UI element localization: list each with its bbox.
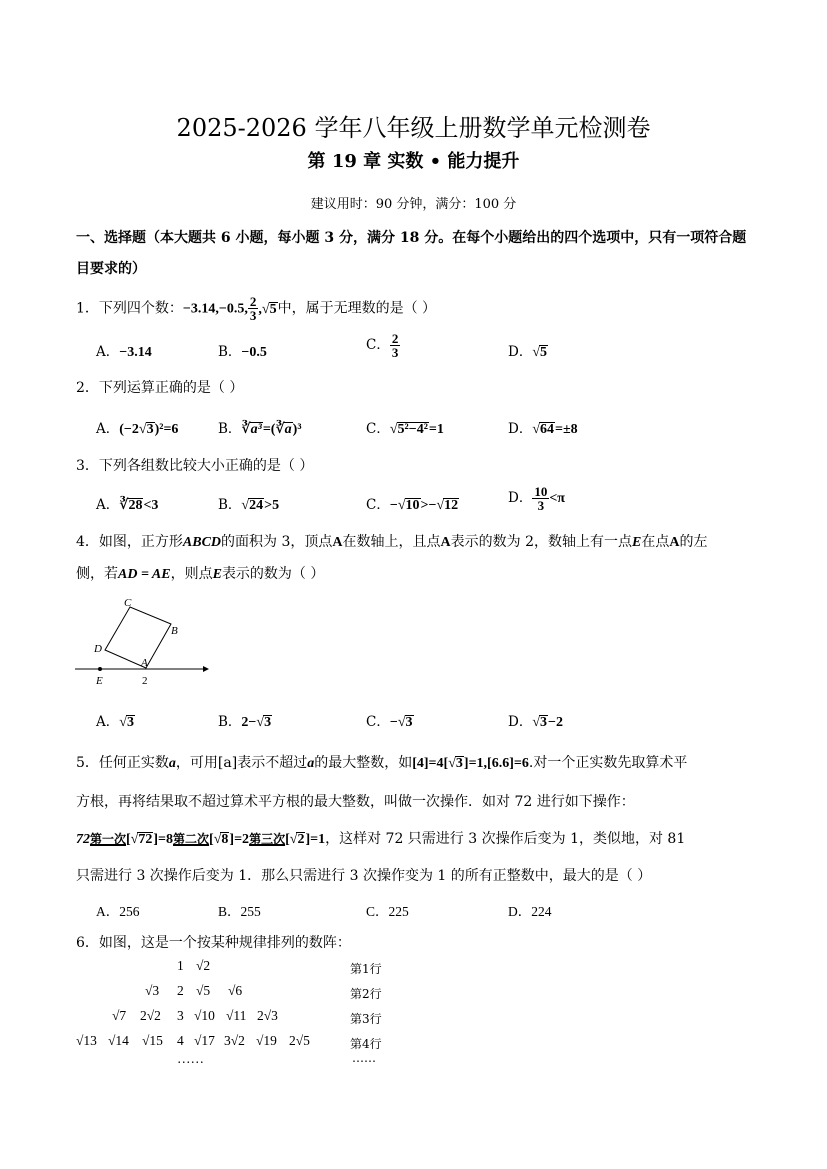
question-3-stem: 3．下列各组数比较大小正确的是（ ） [76, 458, 314, 474]
label-c: C [124, 597, 132, 609]
q2-option-a[interactable]: A．(−2√3)²=6 [96, 421, 179, 437]
label-a: A [141, 657, 148, 669]
array-row-4-item: √14 [108, 1033, 129, 1048]
array-row-3-item: √11 [226, 1008, 247, 1023]
array-row-1-label: 第1行 [350, 962, 382, 976]
question-1-stem: 1．下列四个数：−3.14,−0.5, $\frac{2}{3}$ ,√5中，属于无理数的是（ ） [76, 294, 437, 323]
question-5-stem-4: 只需进行 3 次操作后变为 1．那么只需进行 3 次操作变为 1 的所有正整数中，最大的是（ ） [76, 868, 652, 884]
array-row-2-item: √6 [228, 983, 243, 998]
array-row-4-item: √17 [194, 1033, 215, 1048]
q4-option-a[interactable]: A．√3 [96, 714, 134, 730]
question-5-stem-3: 72第一次[√72]=8第二次[√8]=2第三次[√2]=1，这样对 72 只需进行 3 次操作后变为 1，类似地，对 81 [76, 831, 686, 847]
q4-option-d[interactable]: D．√3−2 [508, 714, 563, 730]
array-row-2-label: 第2行 [350, 987, 382, 1001]
question-5-stem-2: 方根，再将结果取不超过算术平方根的最大整数，叫做一次操作．如对 72 进行如下操作： [76, 794, 635, 810]
question-4-stem: 4．如图，正方形ABCD的面积为 3，顶点A在数轴上，且点A表示的数为 2，数轴上有一点E在点A的左 [76, 534, 708, 550]
exam-meta: 建议用时：90 分钟，满分：100 分 [310, 197, 517, 212]
array-row-3-item: 2√3 [257, 1008, 278, 1023]
q2-option-b[interactable]: B．∛a³=(∛a)³ [218, 421, 302, 437]
q3-option-d[interactable]: D． $\frac{10}{3}$ <π [508, 484, 565, 513]
square-on-number-line-figure [70, 592, 220, 692]
array-row-1-item: √2 [196, 958, 211, 973]
array-row-2-item: √5 [196, 983, 211, 998]
q4-option-b[interactable]: B．2−√3 [218, 714, 272, 730]
array-row-2-item: 2 [177, 983, 184, 998]
section-heading: 一、选择题（本大题共 6 小题，每小题 3 分，满分 18 分。在每个小题给出的四个选项中，只有一项符合题 [76, 230, 747, 246]
array-row-3-item: √7 [112, 1008, 127, 1023]
q5-option-d[interactable]: D．224 [508, 904, 552, 919]
q3-option-b[interactable]: B．√24>5 [218, 497, 280, 513]
array-ellipsis: …… [177, 1051, 204, 1066]
array-row-3-item: 3 [177, 1008, 184, 1023]
question-4-stem-cont: 侧，若AD = AE，则点E表示的数为（ ） [76, 566, 325, 582]
question-6-stem: 6．如图，这是一个按某种规律排列的数阵： [76, 935, 351, 951]
q1-option-c[interactable]: C． $\frac{2}{3}$ [366, 331, 399, 360]
q1-option-d[interactable]: D．√5 [508, 344, 548, 360]
q2-option-d[interactable]: D．√64=±8 [508, 421, 578, 437]
page-subtitle: 第 19 章 实数 • 能力提升 [307, 151, 520, 172]
q4-option-c[interactable]: C．−√3 [366, 714, 413, 730]
q5-option-a[interactable]: A．256 [96, 904, 140, 919]
array-ellipsis-label: …… [352, 1051, 376, 1065]
array-row-4-item: 4 [177, 1033, 184, 1048]
question-5-stem: 5．任何正实数a，可用[a]表示不超过a的最大整数，如[4]=4[√3]=1,[6.6]=6.对一个正实数先取算术平 [76, 755, 688, 771]
square-abcd [105, 607, 171, 668]
array-row-4-item: 3√2 [224, 1033, 245, 1048]
point-e [98, 667, 102, 671]
array-row-3-item: 2√2 [140, 1008, 161, 1023]
label-two: 2 [142, 675, 148, 687]
array-row-4-item: 2√5 [289, 1033, 310, 1048]
q5-option-b[interactable]: B．255 [218, 904, 261, 919]
q2-option-c[interactable]: C．√5²−4²=1 [366, 421, 444, 437]
q1-option-a[interactable]: A．−3.14 [96, 344, 152, 360]
array-row-4-label: 第4行 [350, 1037, 382, 1051]
question-2-stem: 2．下列运算正确的是（ ） [76, 380, 244, 396]
array-row-4-item: √13 [76, 1033, 97, 1048]
section-heading-cont: 目要求的） [76, 261, 146, 277]
label-b: B [171, 625, 178, 637]
q5-option-c[interactable]: C．225 [366, 904, 409, 919]
array-row-3-item: √10 [194, 1008, 215, 1023]
fraction: $\frac{2}{3}$ [249, 294, 257, 323]
array-row-2-item: √3 [145, 983, 160, 998]
array-row-4-item: √15 [142, 1033, 163, 1048]
q3-option-a[interactable]: A．∛28<3 [96, 497, 159, 513]
label-e: E [96, 675, 103, 687]
q3-option-c[interactable]: C．−√10>−√12 [366, 497, 459, 513]
page-title: 2025-2026 学年八年级上册数学单元检测卷 [176, 114, 651, 142]
number-line-arrow [203, 666, 209, 672]
label-d: D [94, 643, 102, 655]
q1-option-b[interactable]: B．−0.5 [218, 344, 267, 360]
array-row-3-label: 第3行 [350, 1012, 382, 1026]
array-row-1-item: 1 [177, 958, 184, 973]
array-row-4-item: √19 [256, 1033, 277, 1048]
